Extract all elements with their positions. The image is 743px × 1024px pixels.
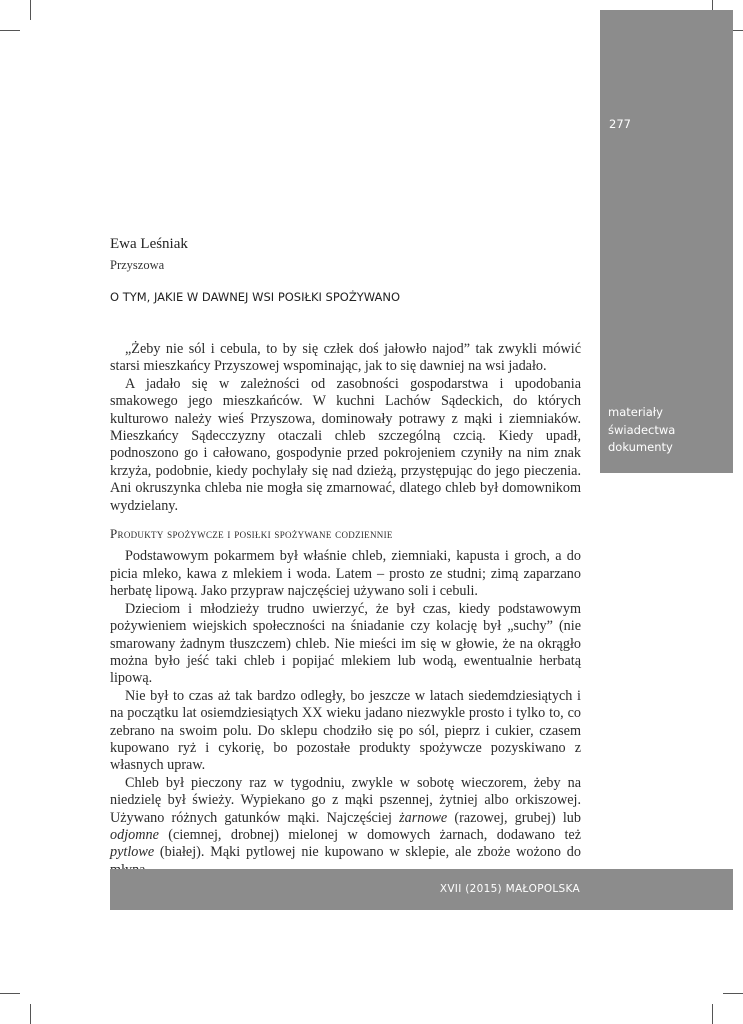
italic-term: żarnowe xyxy=(399,809,448,826)
author-name: Ewa Leśniak xyxy=(110,236,188,252)
crop-mark xyxy=(712,1004,713,1024)
crop-mark xyxy=(0,993,20,994)
page-number: 277 xyxy=(609,117,631,131)
journal-footer-text: XVII (2015) MAŁOPOLSKA xyxy=(439,883,580,895)
article-body xyxy=(110,341,581,879)
section-labels xyxy=(608,404,675,457)
section-label: materiały xyxy=(608,405,663,419)
crop-mark xyxy=(30,1004,31,1024)
paragraph: Chleb był pieczony raz w tygodniu, zwykle w sobotę wieczorem, żeby na niedzielę był świeży. Wypiekano go z mąki pszennej, żytniej albo orkiszowej. Używano różnych gatunków mąki. Najczęściej żarnowe (razowej, grubej) lub odjomne (ciemnej, drobnej) mielonej w domowych żarnach, dodawano też pytlowe (białej). Mąki pytlowej nie kupowano w sklepie, ale zboże wożono do xyxy=(110,774,581,861)
italic-term: pytlowe xyxy=(110,844,155,861)
crop-mark xyxy=(30,0,31,20)
paragraph: „Żeby nie sól i cebula, to by się człek doś jałowło najod” tak zwykli mówić starsi mieszkańcy Przyszowej wspominając, jak to się dawniej na wsi jadało. xyxy=(110,341,581,375)
paragraph: A jadało się w zależności od zasobności gospodarstwa i upodobania smakowego jego mieszkańców. W kuchni Lachów Sądeckich, do których kulturowo należy wieś Przyszowa, dominowały potrawy z mąki i ziemniaków. Mieszkańcy Sądecczyzny otaczali chleb szczególną czcią. Kiedy upadł, podnoszono go i całowano, gospodynie przed pokrojeniem czyniły na nim znak krzyża, podobnie, kiedy pochylały się nad dzieżą, przystępując do jego pieczenia. Ani okruszynka chleba nie mogła się zmarnować, dlatego chleb był domownikom wydzielany. xyxy=(110,375,581,514)
paragraph: Podstawowym pokarmem był właśnie chleb, ziemniaki, kapusta i groch, a do picia mleko, kawa z mlekiem i woda. Latem – prosto ze studni; zimą zaparzano herbatę lipową. Jako przypraw najczęściej używano soli i cebuli. xyxy=(110,548,581,600)
journal-footer-bar xyxy=(110,869,733,910)
section-label: świadectwa xyxy=(608,422,676,437)
section-label: dokumenty xyxy=(608,440,673,454)
article-title: O TYM, JAKIE W DAWNEJ WSI POSIŁKI SPOŻYWANO xyxy=(110,290,401,304)
italic-term: odjomne xyxy=(110,826,159,843)
crop-mark xyxy=(723,993,743,994)
crop-mark xyxy=(0,30,20,31)
author-place: Przyszowa xyxy=(110,258,165,272)
section-heading: Produkty spożywcze i posiłki spożywane codziennie xyxy=(110,526,393,542)
paragraph: Dzieciom i młodzieży trudno uwierzyć, że był czas, kiedy podstawowym pożywieniem wiejskich społeczności na śniadanie czy kolację był „suchy” (nie smarowany żadnym tłuszczem) chleb. Nie mieści im się w głowie, że na okrągło można było jeść taki chleb i popijać mlekiem lub wodą, ewentualnie herbatą lipową. xyxy=(110,600,581,687)
paragraph: Nie był to czas aż tak bardzo odległy, bo jeszcze w latach siedemdziesiątych i na początku lat osiemdziesiątych XX wieku jadano niezwykle prosto i tylko to, co zebrano na swoim polu. Do sklepu chodziło się po sól, pieprz i cukier, czasem kupowano ryż i cykorię, bo pozostałe produkty spożywcze pozyskiwano z własnych upraw. xyxy=(110,687,581,774)
